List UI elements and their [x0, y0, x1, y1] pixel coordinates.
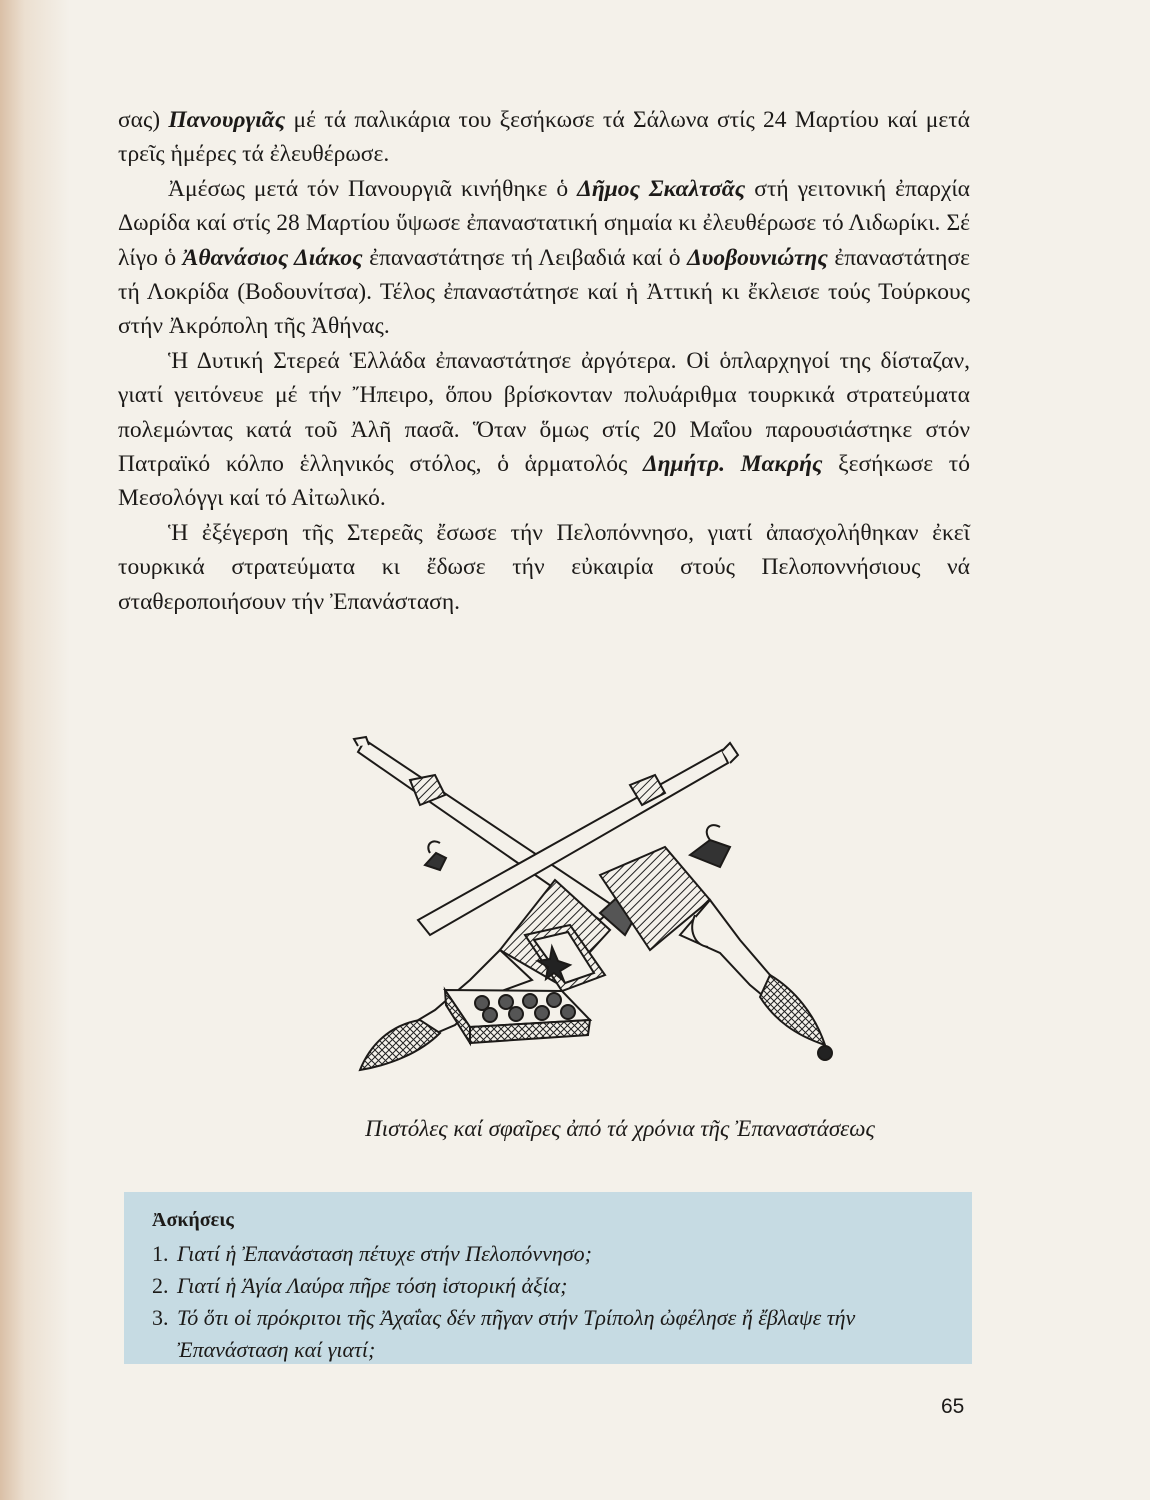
figure-caption: Πιστόλες καί σφαῖρες ἀπό τά χρόνια τῆς Ἐπαναστάσεως [365, 1116, 875, 1141]
name-panourgias: Πανουργιᾶς [168, 107, 286, 133]
exercise-item: 1. Γιατί ἡ Ἐπανάσταση πέτυχε στήν Πελοπόννησο; [152, 1241, 593, 1266]
name-dyovouniotis: Δυοβουνιώτης [687, 244, 828, 271]
crossed-pistols-icon [270, 735, 870, 1095]
exercises-list [152, 1238, 948, 1366]
paragraph-3: Ἡ Δυτική Στερεά Ἑλλάδα ἐπαναστάτησε ἀργότερα. Οἱ ὁπλαρχηγοί της δίσταζαν, γιατί γειτόνευε μέ τήν Ἤπειρο, ὅπου βρίσκονταν πολυάριθμα τουρκικά στρατεύματα πολεμώντας κατά τοῦ Ἀλῆ πασᾶ. Ὅταν ὅμως στίς 20 Μαΐου παρουσιάστηκε στόν Πατραϊκό κόλπο ἑλληνικός στόλος, ὁ ἁρματολός Δημήτρ. Μακρής ξεσήκωσε τό Μεσολόγγι καί τό Αἰτωλικό. [118, 347, 970, 512]
name-diakos: Ἀθανάσιος Διάκος [182, 244, 363, 271]
name-skaltsas: Δῆμος Σκαλτσᾶς [577, 175, 746, 202]
paragraph-4: Ἡ ἐξέγερση τῆς Στερεᾶς ἔσωσε τήν Πελοπόννησο, γιατί ἀπασχολήθηκαν ἐκεῖ τουρκικά στρατεύματα κι ἔδωσε τήν εὐκαιρία στούς Πελοποννήσιους νά σταθεροποιήσουν τήν Ἐπανάσταση. [118, 519, 970, 615]
exercise-item: 2. Γιατί ἡ Ἁγία Λαύρα πῆρε τόση ἱστορική ἀξία; [152, 1273, 568, 1298]
page-number: 65 [941, 1395, 965, 1418]
paragraph-2: Ἀμέσως μετά τόν Πανουργιᾶ κινήθηκε ὁ Δῆμος Σκαλτσᾶς στή γειτονική ἐπαρχία Δωρίδα καί στίς 28 Μαρτίου ὕψωσε ἐπαναστατική σημαία κι ἐλευθέρωσε τό Λιδωρίκι. Σέ λίγο ὁ Ἀθανάσιος Διάκος ἐπαναστάτησε τή Λειβαδιά καί ὁ Δυοβουνιώτης ἐπαναστάτησε τή Λοκρίδα (Βοδουνίτσα). Τέλος ἐπαναστάτησε καί ἡ Ἀττική κι ἔκλεισε τούς Τούρκους στήν Ἀκρόπολη τῆς Ἀθήνας. [118, 175, 971, 340]
exercises-box [124, 1192, 972, 1364]
exercises-title: Ἀσκήσεις [152, 1209, 234, 1231]
page-edge-stain [0, 0, 70, 1500]
paragraph-1: σας) Πανουργιᾶς μέ τά παλικάρια του ξεσήκωσε τά Σάλωνα στίς 24 Μαρτίου καί μετά τρεῖς ἡμέρες τά ἐλευθέρωσε. [118, 107, 970, 168]
body-text [118, 103, 970, 619]
name-makris: Δημήτρ. Μακρής [642, 451, 823, 478]
exercise-item: 3. Τό ὅτι οἱ πρόκριτοι τῆς Ἀχαΐας δέν πῆγαν στήν Τρίπολη ὠφέλησε ἤ ἔβλαψε τήν Ἐπανάσταση καί γιατί; [152, 1305, 856, 1362]
